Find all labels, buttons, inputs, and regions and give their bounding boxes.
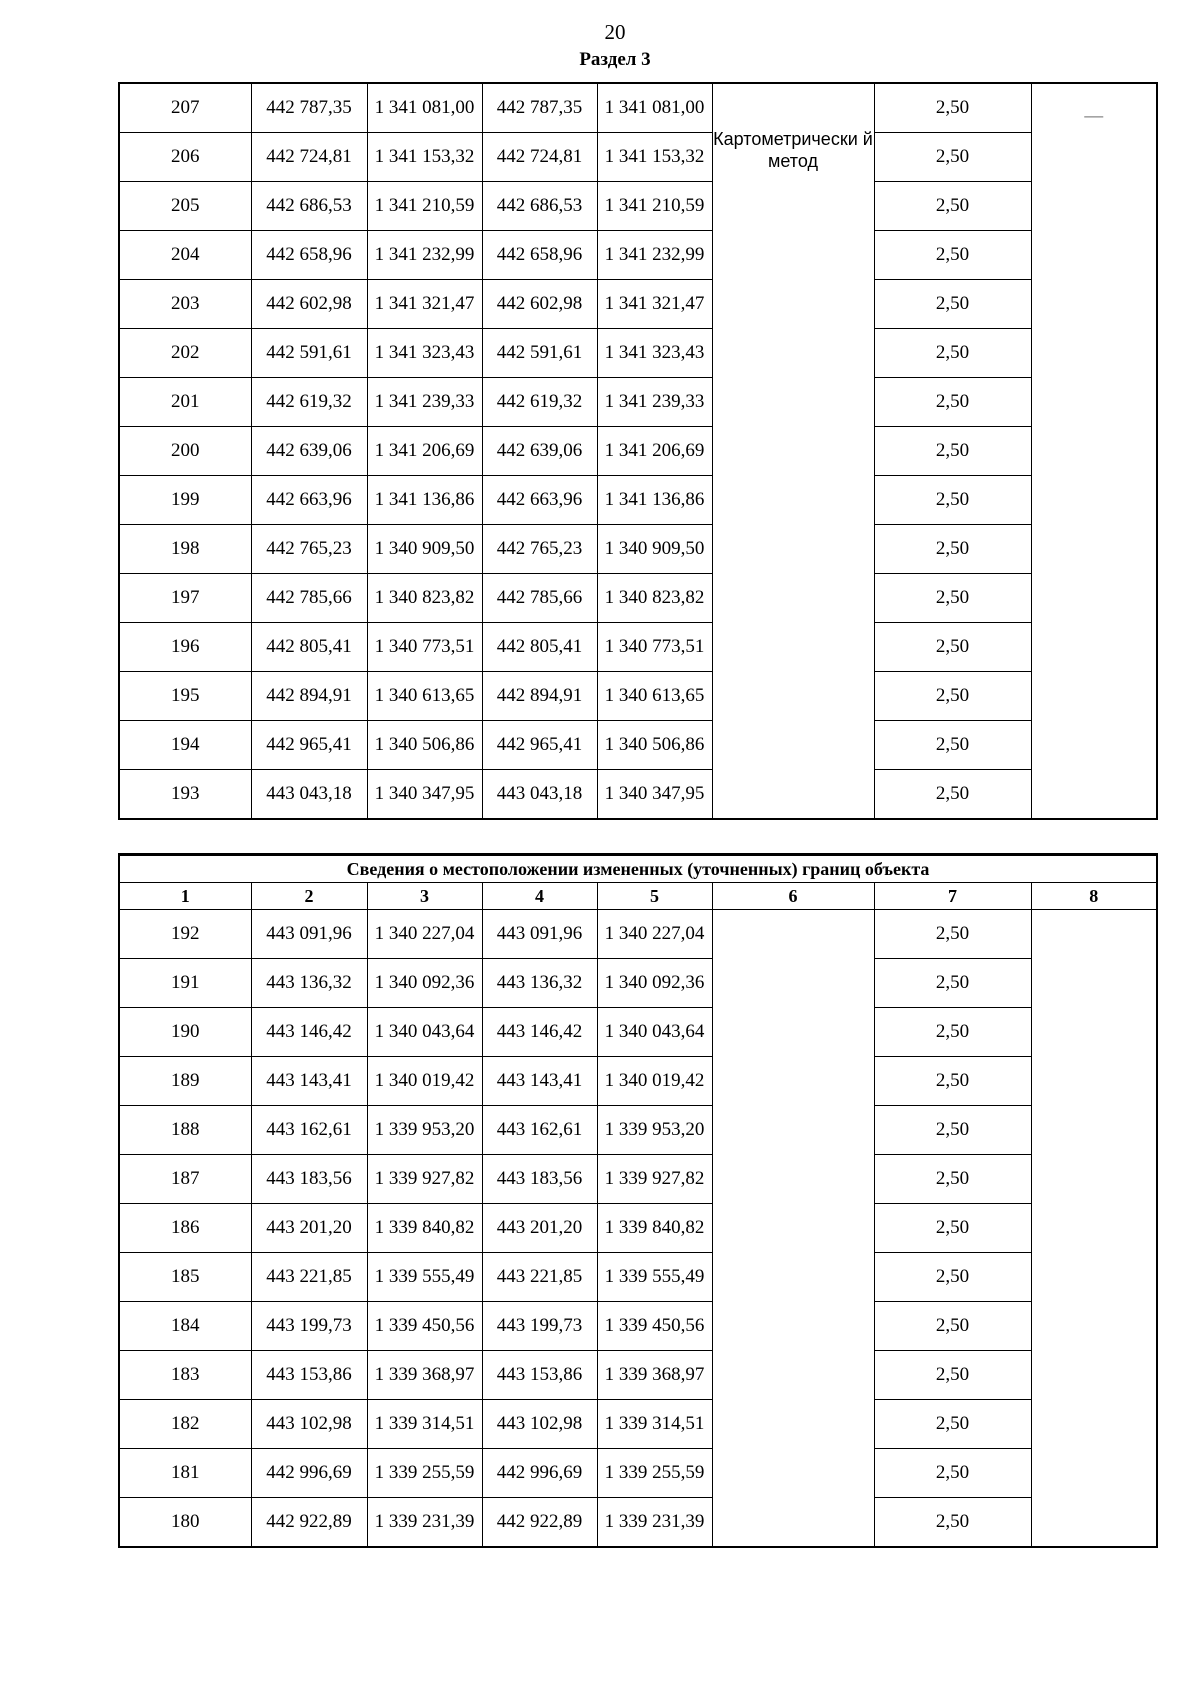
y-coordinate-cell: 1 341 321,47 <box>367 280 482 329</box>
table-row <box>119 623 1157 672</box>
y-coordinate-cell: 1 341 321,47 <box>597 280 712 329</box>
y-coordinate-cell: 1 340 823,82 <box>367 574 482 623</box>
point-number-cell: 197 <box>119 574 251 623</box>
point-number-cell: 185 <box>119 1253 251 1302</box>
y-coordinate-cell: 1 339 927,82 <box>367 1155 482 1204</box>
table-row <box>119 672 1157 721</box>
x-coordinate-cell: 443 201,20 <box>482 1204 597 1253</box>
x-coordinate-cell: 442 591,61 <box>482 329 597 378</box>
x-coordinate-cell: 442 658,96 <box>251 231 367 280</box>
y-coordinate-cell: 1 340 019,42 <box>597 1057 712 1106</box>
point-number-cell: 201 <box>119 378 251 427</box>
y-coordinate-cell: 1 340 506,86 <box>367 721 482 770</box>
accuracy-cell: 2,50 <box>874 1106 1031 1155</box>
y-coordinate-cell: 1 341 153,32 <box>367 133 482 182</box>
y-coordinate-cell: 1 340 227,04 <box>367 910 482 959</box>
x-coordinate-cell: 442 894,91 <box>482 672 597 721</box>
table-row <box>119 231 1157 280</box>
x-coordinate-cell: 443 091,96 <box>482 910 597 959</box>
table-row <box>119 427 1157 476</box>
y-coordinate-cell: 1 340 019,42 <box>367 1057 482 1106</box>
table-row <box>119 1106 1157 1155</box>
x-coordinate-cell: 442 787,35 <box>251 83 367 133</box>
point-number-cell: 184 <box>119 1302 251 1351</box>
accuracy-cell: 2,50 <box>874 182 1031 231</box>
y-coordinate-cell: 1 339 953,20 <box>597 1106 712 1155</box>
accuracy-cell: 2,50 <box>874 1155 1031 1204</box>
y-coordinate-cell: 1 339 314,51 <box>597 1400 712 1449</box>
point-number-cell: 193 <box>119 770 251 820</box>
point-number-cell: 202 <box>119 329 251 378</box>
x-coordinate-cell: 443 221,85 <box>482 1253 597 1302</box>
y-coordinate-cell: 1 340 613,65 <box>367 672 482 721</box>
x-coordinate-cell: 442 922,89 <box>251 1498 367 1548</box>
column-number-cell: 6 <box>712 883 874 910</box>
point-number-cell: 187 <box>119 1155 251 1204</box>
x-coordinate-cell: 442 619,32 <box>482 378 597 427</box>
accuracy-cell: 2,50 <box>874 672 1031 721</box>
point-number-cell: 183 <box>119 1351 251 1400</box>
point-number-cell: 180 <box>119 1498 251 1548</box>
table-row <box>119 959 1157 1008</box>
x-coordinate-cell: 442 765,23 <box>482 525 597 574</box>
y-coordinate-cell: 1 339 555,49 <box>367 1253 482 1302</box>
y-coordinate-cell: 1 340 347,95 <box>597 770 712 820</box>
y-coordinate-cell: 1 341 323,43 <box>367 329 482 378</box>
y-coordinate-cell: 1 341 232,99 <box>597 231 712 280</box>
x-coordinate-cell: 443 043,18 <box>482 770 597 820</box>
point-number-cell: 204 <box>119 231 251 280</box>
method-cell: Картометрически й метод <box>712 83 874 819</box>
point-number-cell: 182 <box>119 1400 251 1449</box>
accuracy-cell: 2,50 <box>874 476 1031 525</box>
y-coordinate-cell: 1 339 840,82 <box>597 1204 712 1253</box>
accuracy-cell: 2,50 <box>874 525 1031 574</box>
y-coordinate-cell: 1 339 255,59 <box>597 1449 712 1498</box>
column-number-cell: 8 <box>1031 883 1157 910</box>
x-coordinate-cell: 443 153,86 <box>482 1351 597 1400</box>
accuracy-cell: 2,50 <box>874 1204 1031 1253</box>
table-row <box>119 525 1157 574</box>
y-coordinate-cell: 1 339 840,82 <box>367 1204 482 1253</box>
table-row <box>119 1449 1157 1498</box>
x-coordinate-cell: 442 686,53 <box>482 182 597 231</box>
accuracy-cell: 2,50 <box>874 1400 1031 1449</box>
x-coordinate-cell: 442 663,96 <box>482 476 597 525</box>
y-coordinate-cell: 1 340 092,36 <box>367 959 482 1008</box>
y-coordinate-cell: 1 341 206,69 <box>367 427 482 476</box>
x-coordinate-cell: 442 724,81 <box>251 133 367 182</box>
x-coordinate-cell: 443 102,98 <box>251 1400 367 1449</box>
column-number-cell: 1 <box>119 883 251 910</box>
x-coordinate-cell: 442 602,98 <box>482 280 597 329</box>
x-coordinate-cell: 442 619,32 <box>251 378 367 427</box>
y-coordinate-cell: 1 341 323,43 <box>597 329 712 378</box>
table-row <box>119 476 1157 525</box>
method-cell <box>712 910 874 1548</box>
y-coordinate-cell: 1 341 206,69 <box>597 427 712 476</box>
point-number-cell: 190 <box>119 1008 251 1057</box>
point-number-cell: 207 <box>119 83 251 133</box>
accuracy-cell: 2,50 <box>874 770 1031 820</box>
accuracy-cell: 2,50 <box>874 623 1031 672</box>
x-coordinate-cell: 442 894,91 <box>251 672 367 721</box>
y-coordinate-cell: 1 340 043,64 <box>597 1008 712 1057</box>
x-coordinate-cell: 443 136,32 <box>482 959 597 1008</box>
accuracy-cell: 2,50 <box>874 83 1031 133</box>
point-number-cell: 206 <box>119 133 251 182</box>
y-coordinate-cell: 1 340 823,82 <box>597 574 712 623</box>
x-coordinate-cell: 442 686,53 <box>251 182 367 231</box>
x-coordinate-cell: 442 787,35 <box>482 83 597 133</box>
x-coordinate-cell: 442 639,06 <box>251 427 367 476</box>
point-number-cell: 195 <box>119 672 251 721</box>
y-coordinate-cell: 1 339 368,97 <box>367 1351 482 1400</box>
point-number-cell: 200 <box>119 427 251 476</box>
y-coordinate-cell: 1 340 227,04 <box>597 910 712 959</box>
x-coordinate-cell: 442 602,98 <box>251 280 367 329</box>
table-row <box>119 1008 1157 1057</box>
x-coordinate-cell: 442 765,23 <box>251 525 367 574</box>
x-coordinate-cell: 442 996,69 <box>482 1449 597 1498</box>
x-coordinate-cell: 442 663,96 <box>251 476 367 525</box>
point-number-cell: 191 <box>119 959 251 1008</box>
x-coordinate-cell: 442 785,66 <box>251 574 367 623</box>
page-number: 20 <box>604 20 626 44</box>
table-row <box>119 1400 1157 1449</box>
table-row <box>119 83 1157 133</box>
x-coordinate-cell: 442 996,69 <box>251 1449 367 1498</box>
accuracy-cell: 2,50 <box>874 1498 1031 1548</box>
y-coordinate-cell: 1 341 136,86 <box>597 476 712 525</box>
x-coordinate-cell: 443 043,18 <box>251 770 367 820</box>
x-coordinate-cell: 443 199,73 <box>482 1302 597 1351</box>
point-number-cell: 198 <box>119 525 251 574</box>
point-number-cell: 196 <box>119 623 251 672</box>
accuracy-cell: 2,50 <box>874 427 1031 476</box>
y-coordinate-cell: 1 341 136,86 <box>367 476 482 525</box>
x-coordinate-cell: 443 102,98 <box>482 1400 597 1449</box>
section-title: Раздел 3 <box>579 49 651 70</box>
table-row <box>119 378 1157 427</box>
accuracy-cell: 2,50 <box>874 1302 1031 1351</box>
x-coordinate-cell: 443 146,42 <box>482 1008 597 1057</box>
point-number-cell: 194 <box>119 721 251 770</box>
y-coordinate-cell: 1 340 043,64 <box>367 1008 482 1057</box>
accuracy-cell: 2,50 <box>874 1449 1031 1498</box>
y-coordinate-cell: 1 339 953,20 <box>367 1106 482 1155</box>
x-coordinate-cell: 443 199,73 <box>251 1302 367 1351</box>
y-coordinate-cell: 1 341 210,59 <box>597 182 712 231</box>
accuracy-cell: 2,50 <box>874 231 1031 280</box>
point-number-cell: 203 <box>119 280 251 329</box>
accuracy-cell: 2,50 <box>874 1008 1031 1057</box>
section-heading: Сведения о местоположении измененных (уточненных) границ объекта <box>119 855 1157 883</box>
y-coordinate-cell: 1 340 909,50 <box>597 525 712 574</box>
x-coordinate-cell: 442 965,41 <box>482 721 597 770</box>
accuracy-cell: 2,50 <box>874 721 1031 770</box>
point-number-cell: 189 <box>119 1057 251 1106</box>
y-coordinate-cell: 1 339 450,56 <box>367 1302 482 1351</box>
point-number-cell: 188 <box>119 1106 251 1155</box>
table-row <box>119 1351 1157 1400</box>
column-number-cell: 7 <box>874 883 1031 910</box>
point-number-cell: 199 <box>119 476 251 525</box>
x-coordinate-cell: 443 221,85 <box>251 1253 367 1302</box>
coordinates-table-bottom <box>118 853 1158 1548</box>
y-coordinate-cell: 1 341 153,32 <box>597 133 712 182</box>
accuracy-cell: 2,50 <box>874 1253 1031 1302</box>
y-coordinate-cell: 1 340 909,50 <box>367 525 482 574</box>
y-coordinate-cell: 1 340 506,86 <box>597 721 712 770</box>
table-row <box>119 770 1157 820</box>
y-coordinate-cell: 1 340 092,36 <box>597 959 712 1008</box>
x-coordinate-cell: 443 091,96 <box>251 910 367 959</box>
accuracy-cell: 2,50 <box>874 1057 1031 1106</box>
y-coordinate-cell: 1 341 081,00 <box>597 83 712 133</box>
y-coordinate-cell: 1 339 450,56 <box>597 1302 712 1351</box>
column-number-cell: 2 <box>251 883 367 910</box>
y-coordinate-cell: 1 339 231,39 <box>367 1498 482 1548</box>
x-coordinate-cell: 443 183,56 <box>251 1155 367 1204</box>
y-coordinate-cell: 1 341 081,00 <box>367 83 482 133</box>
y-coordinate-cell: 1 341 239,33 <box>597 378 712 427</box>
column-number-row <box>119 883 1157 910</box>
x-coordinate-cell: 442 724,81 <box>482 133 597 182</box>
table-row <box>119 280 1157 329</box>
table-row <box>119 133 1157 182</box>
note-cell <box>1031 910 1157 1548</box>
table-row <box>119 574 1157 623</box>
point-number-cell: 205 <box>119 182 251 231</box>
accuracy-cell: 2,50 <box>874 910 1031 959</box>
table-row <box>119 1155 1157 1204</box>
x-coordinate-cell: 442 658,96 <box>482 231 597 280</box>
y-coordinate-cell: 1 340 773,51 <box>597 623 712 672</box>
y-coordinate-cell: 1 341 232,99 <box>367 231 482 280</box>
y-coordinate-cell: 1 340 773,51 <box>367 623 482 672</box>
x-coordinate-cell: 443 183,56 <box>482 1155 597 1204</box>
table-row <box>119 910 1157 959</box>
note-cell: — <box>1031 83 1157 819</box>
y-coordinate-cell: 1 339 368,97 <box>597 1351 712 1400</box>
column-number-cell: 3 <box>367 883 482 910</box>
table-row <box>119 1498 1157 1548</box>
y-coordinate-cell: 1 339 314,51 <box>367 1400 482 1449</box>
x-coordinate-cell: 442 785,66 <box>482 574 597 623</box>
y-coordinate-cell: 1 339 231,39 <box>597 1498 712 1548</box>
x-coordinate-cell: 443 162,61 <box>482 1106 597 1155</box>
table-row <box>119 721 1157 770</box>
accuracy-cell: 2,50 <box>874 133 1031 182</box>
x-coordinate-cell: 442 591,61 <box>251 329 367 378</box>
x-coordinate-cell: 443 143,41 <box>251 1057 367 1106</box>
point-number-cell: 192 <box>119 910 251 959</box>
x-coordinate-cell: 442 965,41 <box>251 721 367 770</box>
x-coordinate-cell: 442 922,89 <box>482 1498 597 1548</box>
table-row <box>119 182 1157 231</box>
x-coordinate-cell: 443 153,86 <box>251 1351 367 1400</box>
table-row <box>119 1302 1157 1351</box>
table-row <box>119 1253 1157 1302</box>
table-row <box>119 1204 1157 1253</box>
x-coordinate-cell: 443 143,41 <box>482 1057 597 1106</box>
column-number-cell: 4 <box>482 883 597 910</box>
column-number-cell: 5 <box>597 883 712 910</box>
accuracy-cell: 2,50 <box>874 329 1031 378</box>
y-coordinate-cell: 1 340 613,65 <box>597 672 712 721</box>
accuracy-cell: 2,50 <box>874 280 1031 329</box>
accuracy-cell: 2,50 <box>874 574 1031 623</box>
x-coordinate-cell: 443 136,32 <box>251 959 367 1008</box>
x-coordinate-cell: 443 146,42 <box>251 1008 367 1057</box>
y-coordinate-cell: 1 341 210,59 <box>367 182 482 231</box>
table-row <box>119 1057 1157 1106</box>
accuracy-cell: 2,50 <box>874 959 1031 1008</box>
x-coordinate-cell: 442 805,41 <box>482 623 597 672</box>
table-row <box>119 329 1157 378</box>
accuracy-cell: 2,50 <box>874 1351 1031 1400</box>
accuracy-cell: 2,50 <box>874 378 1031 427</box>
y-coordinate-cell: 1 339 927,82 <box>597 1155 712 1204</box>
coordinates-table-top <box>118 82 1158 820</box>
x-coordinate-cell: 442 639,06 <box>482 427 597 476</box>
y-coordinate-cell: 1 341 239,33 <box>367 378 482 427</box>
x-coordinate-cell: 443 162,61 <box>251 1106 367 1155</box>
point-number-cell: 186 <box>119 1204 251 1253</box>
y-coordinate-cell: 1 339 555,49 <box>597 1253 712 1302</box>
x-coordinate-cell: 442 805,41 <box>251 623 367 672</box>
y-coordinate-cell: 1 339 255,59 <box>367 1449 482 1498</box>
point-number-cell: 181 <box>119 1449 251 1498</box>
x-coordinate-cell: 443 201,20 <box>251 1204 367 1253</box>
y-coordinate-cell: 1 340 347,95 <box>367 770 482 820</box>
